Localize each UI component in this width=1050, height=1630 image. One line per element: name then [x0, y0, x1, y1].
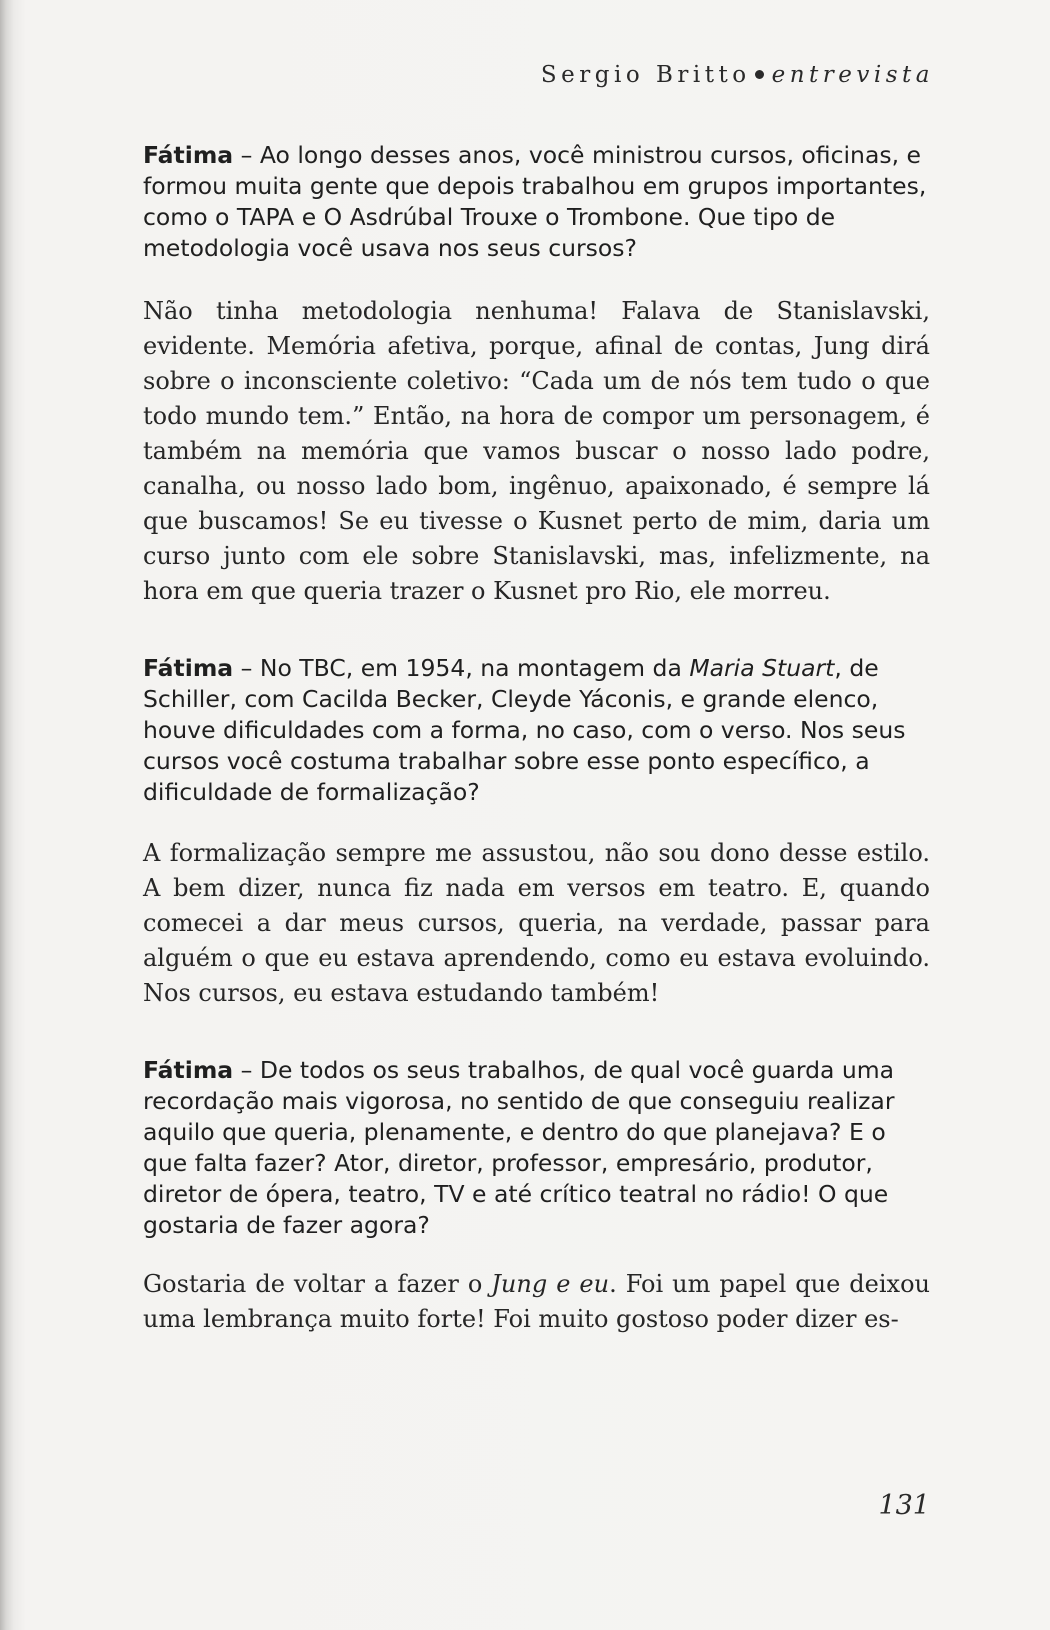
answer-text: Gostaria de voltar a fazer o	[143, 1270, 492, 1298]
question-text: – No TBC, em 1954, na montagem da	[233, 654, 690, 682]
running-head-author: Sergio Britto	[540, 62, 751, 88]
question-text-continued: , de Schiller, com Cacilda Becker, Cleyde Yáconis, e grande elenco, houve dificuldades com a forma, no caso, com o verso. Nos seus cursos você costuma trabalhar sobre esse ponto específico, a dificuldade de formalização?	[143, 654, 906, 806]
bullet-separator	[755, 70, 764, 79]
running-head	[541, 62, 934, 88]
question-speaker: Fátima	[143, 1056, 234, 1084]
interview-answer	[143, 1267, 930, 1337]
answer-work-title: Jung e eu	[491, 1270, 610, 1298]
running-head-section: entrevista	[771, 62, 934, 88]
page-body	[143, 140, 930, 1337]
question-speaker: Fátima	[143, 141, 234, 169]
page-number: 131	[878, 1490, 930, 1521]
question-text: – Ao longo desses anos, você ministrou cursos, oficinas, e formou muita gente que depois trabalhou em grupos importantes, como o TAPA e O Asdrúbal Trouxe o Trombone. Que tipo de metodologia você usava nos seus cursos?	[143, 141, 927, 262]
question-work-title: Maria Stuart	[689, 654, 835, 682]
interview-question	[143, 1055, 930, 1241]
question-speaker: Fátima	[143, 654, 234, 682]
answer-text-continued: . Foi um papel que deixou uma lembrança muito forte! Foi muito gostoso poder dizer es-	[143, 1270, 930, 1333]
interview-question	[143, 653, 930, 808]
interview-answer: A formalização sempre me assustou, não sou dono desse estilo. A bem dizer, nunca fiz nada em versos em teatro. E, quando comecei a dar meus cursos, queria, na verdade, passar para alguém o que eu estava aprendendo, como eu estava evoluindo. Nos cursos, eu estava estudando também!	[143, 839, 930, 1007]
question-text: – De todos os seus trabalhos, de qual você guarda uma recordação mais vigorosa, no sentido de que conseguiu realizar aquilo que queria, plenamente, e dentro do que planejava? E o que falta fazer? Ator, diretor, professor, empresário, produtor, diretor de ópera, teatro, TV e até crítico teatral no rádio! O que gostaria de fazer agora?	[143, 1056, 895, 1239]
interview-answer: Não tinha metodologia nenhuma! Falava de Stanislavski, evidente. Memória afetiva, porque, afinal de contas, Jung dirá sobre o inconsciente coletivo: “Cada um de nós tem tudo o que todo mundo tem.” Então, na hora de compor um personagem, é também na memória que vamos buscar o nosso lado podre, canalha, ou nosso lado bom, ingênuo, apaixonado, é sempre lá que buscamos! Se eu tivesse o Kusnet perto de mim, daria um curso junto com ele sobre Stanislavski, mas, infelizmente, na hora em que queria trazer o Kusnet pro Rio, ele morreu.	[143, 297, 930, 605]
interview-question	[143, 140, 930, 264]
